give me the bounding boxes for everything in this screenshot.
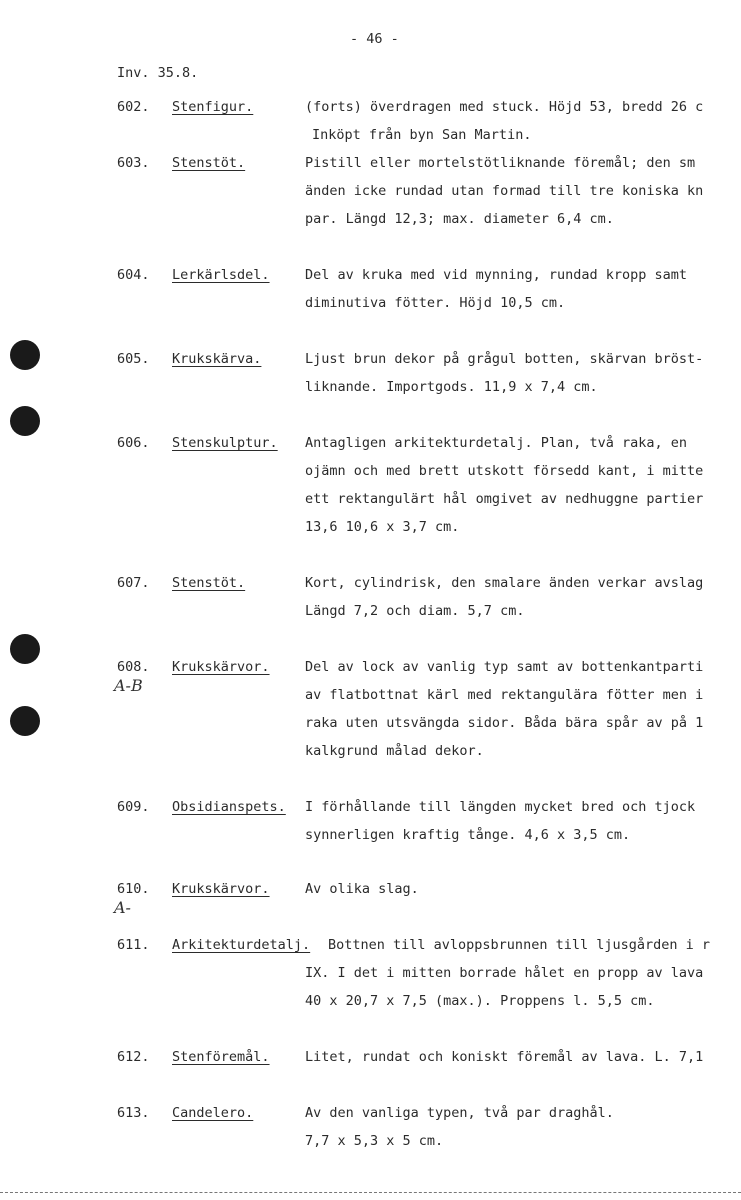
entry-description-line: liknande. Importgods. 11,9 x 7,4 cm.	[305, 379, 598, 395]
entry-name: Stenstöt.	[172, 155, 246, 171]
entry-name: Krukskärva.	[172, 351, 262, 367]
entry-number: 605.	[117, 351, 150, 367]
entry-number: 611.	[117, 937, 150, 953]
entry-number: 613.	[117, 1105, 150, 1121]
entry-description-line: 7,7 x 5,3 x 5 cm.	[305, 1133, 444, 1149]
entry-name: Stenfigur.	[172, 99, 254, 115]
entry-name: Stenstöt.	[172, 575, 246, 591]
entry-description-line: Bottnen till avloppsbrunnen till ljusgården i r	[328, 937, 711, 953]
entry-name: Arkitekturdetalj.	[172, 937, 311, 953]
entry-number: 604.	[117, 267, 150, 283]
entry-description-line: änden icke rundad utan formad till tre koniska kn	[305, 183, 704, 199]
entry-description-line: raka uten utsvängda sidor. Båda bära spår av på 1	[305, 715, 704, 731]
page-number: - 46 -	[350, 31, 399, 47]
entry-name: Stenföremål.	[172, 1049, 270, 1065]
entry-description-line: Del av lock av vanlig typ samt av bottenkantparti	[305, 659, 704, 675]
entry-description-line: kalkgrund målad dekor.	[305, 743, 484, 759]
entry-description-line: Av den vanliga typen, två par draghål.	[305, 1105, 614, 1121]
entry-description-line: I förhållande till längden mycket bred och tjock	[305, 799, 696, 815]
entry-name: Obsidianspets.	[172, 799, 286, 815]
entry-description-line: IX. I det i mitten borrade hålet en propp av lava	[305, 965, 704, 981]
entry-number: 610.	[117, 881, 150, 897]
entry-number: 607.	[117, 575, 150, 591]
handwritten-annotation: A-	[114, 898, 131, 917]
entry-description-line: Pistill eller mortelstötliknande föremål; den sm	[305, 155, 696, 171]
entry-description-line: Antagligen arkitekturdetalj. Plan, två raka, en	[305, 435, 688, 451]
entry-name: Krukskärvor.	[172, 659, 270, 675]
entry-description-line: Längd 7,2 och diam. 5,7 cm.	[305, 603, 525, 619]
punch-hole-2	[10, 406, 40, 436]
entry-name: Stenskulptur.	[172, 435, 278, 451]
entry-number: 608.	[117, 659, 150, 675]
entry-description-line: synnerligen kraftig tånge. 4,6 x 3,5 cm.	[305, 827, 631, 843]
entry-description-line: Av olika slag.	[305, 881, 419, 897]
entry-number: 609.	[117, 799, 150, 815]
entry-description-line: Ljust brun dekor på grågul botten, skärvan bröst-	[305, 351, 704, 367]
punch-hole-3	[10, 634, 40, 664]
entry-number: 606.	[117, 435, 150, 451]
bottom-rule	[0, 1192, 741, 1193]
entry-description-line: par. Längd 12,3; max. diameter 6,4 cm.	[305, 211, 614, 227]
handwritten-annotation: A-B	[114, 676, 143, 695]
entry-name: Krukskärvor.	[172, 881, 270, 897]
inventory-number: Inv. 35.8.	[117, 65, 199, 81]
entry-description-line: (forts) överdragen med stuck. Höjd 53, bredd 26 c	[305, 99, 704, 115]
entry-description-line: Inköpt från byn San Martin.	[312, 127, 532, 143]
punch-hole-1	[10, 340, 40, 370]
entry-description-line: 40 x 20,7 x 7,5 (max.). Proppens l. 5,5 cm.	[305, 993, 655, 1009]
punch-hole-4	[10, 706, 40, 736]
entry-number: 602.	[117, 99, 150, 115]
entry-description-line: Del av kruka med vid mynning, rundad kropp samt	[305, 267, 688, 283]
entry-description-line: ett rektangulärt hål omgivet av nedhuggne partier	[305, 491, 704, 507]
entry-description-line: Kort, cylindrisk, den smalare änden verkar avslag	[305, 575, 704, 591]
entry-name: Candelero.	[172, 1105, 254, 1121]
entry-name: Lerkärlsdel.	[172, 267, 270, 283]
entry-description-line: Litet, rundat och koniskt föremål av lava. L. 7,1	[305, 1049, 704, 1065]
entry-number: 603.	[117, 155, 150, 171]
entry-number: 612.	[117, 1049, 150, 1065]
entry-description-line: av flatbottnat kärl med rektangulära fötter men i	[305, 687, 704, 703]
entry-description-line: diminutiva fötter. Höjd 10,5 cm.	[305, 295, 566, 311]
entry-description-line: ojämn och med brett utskott försedd kant, i mitte	[305, 463, 704, 479]
entry-description-line: 13,6 10,6 x 3,7 cm.	[305, 519, 460, 535]
